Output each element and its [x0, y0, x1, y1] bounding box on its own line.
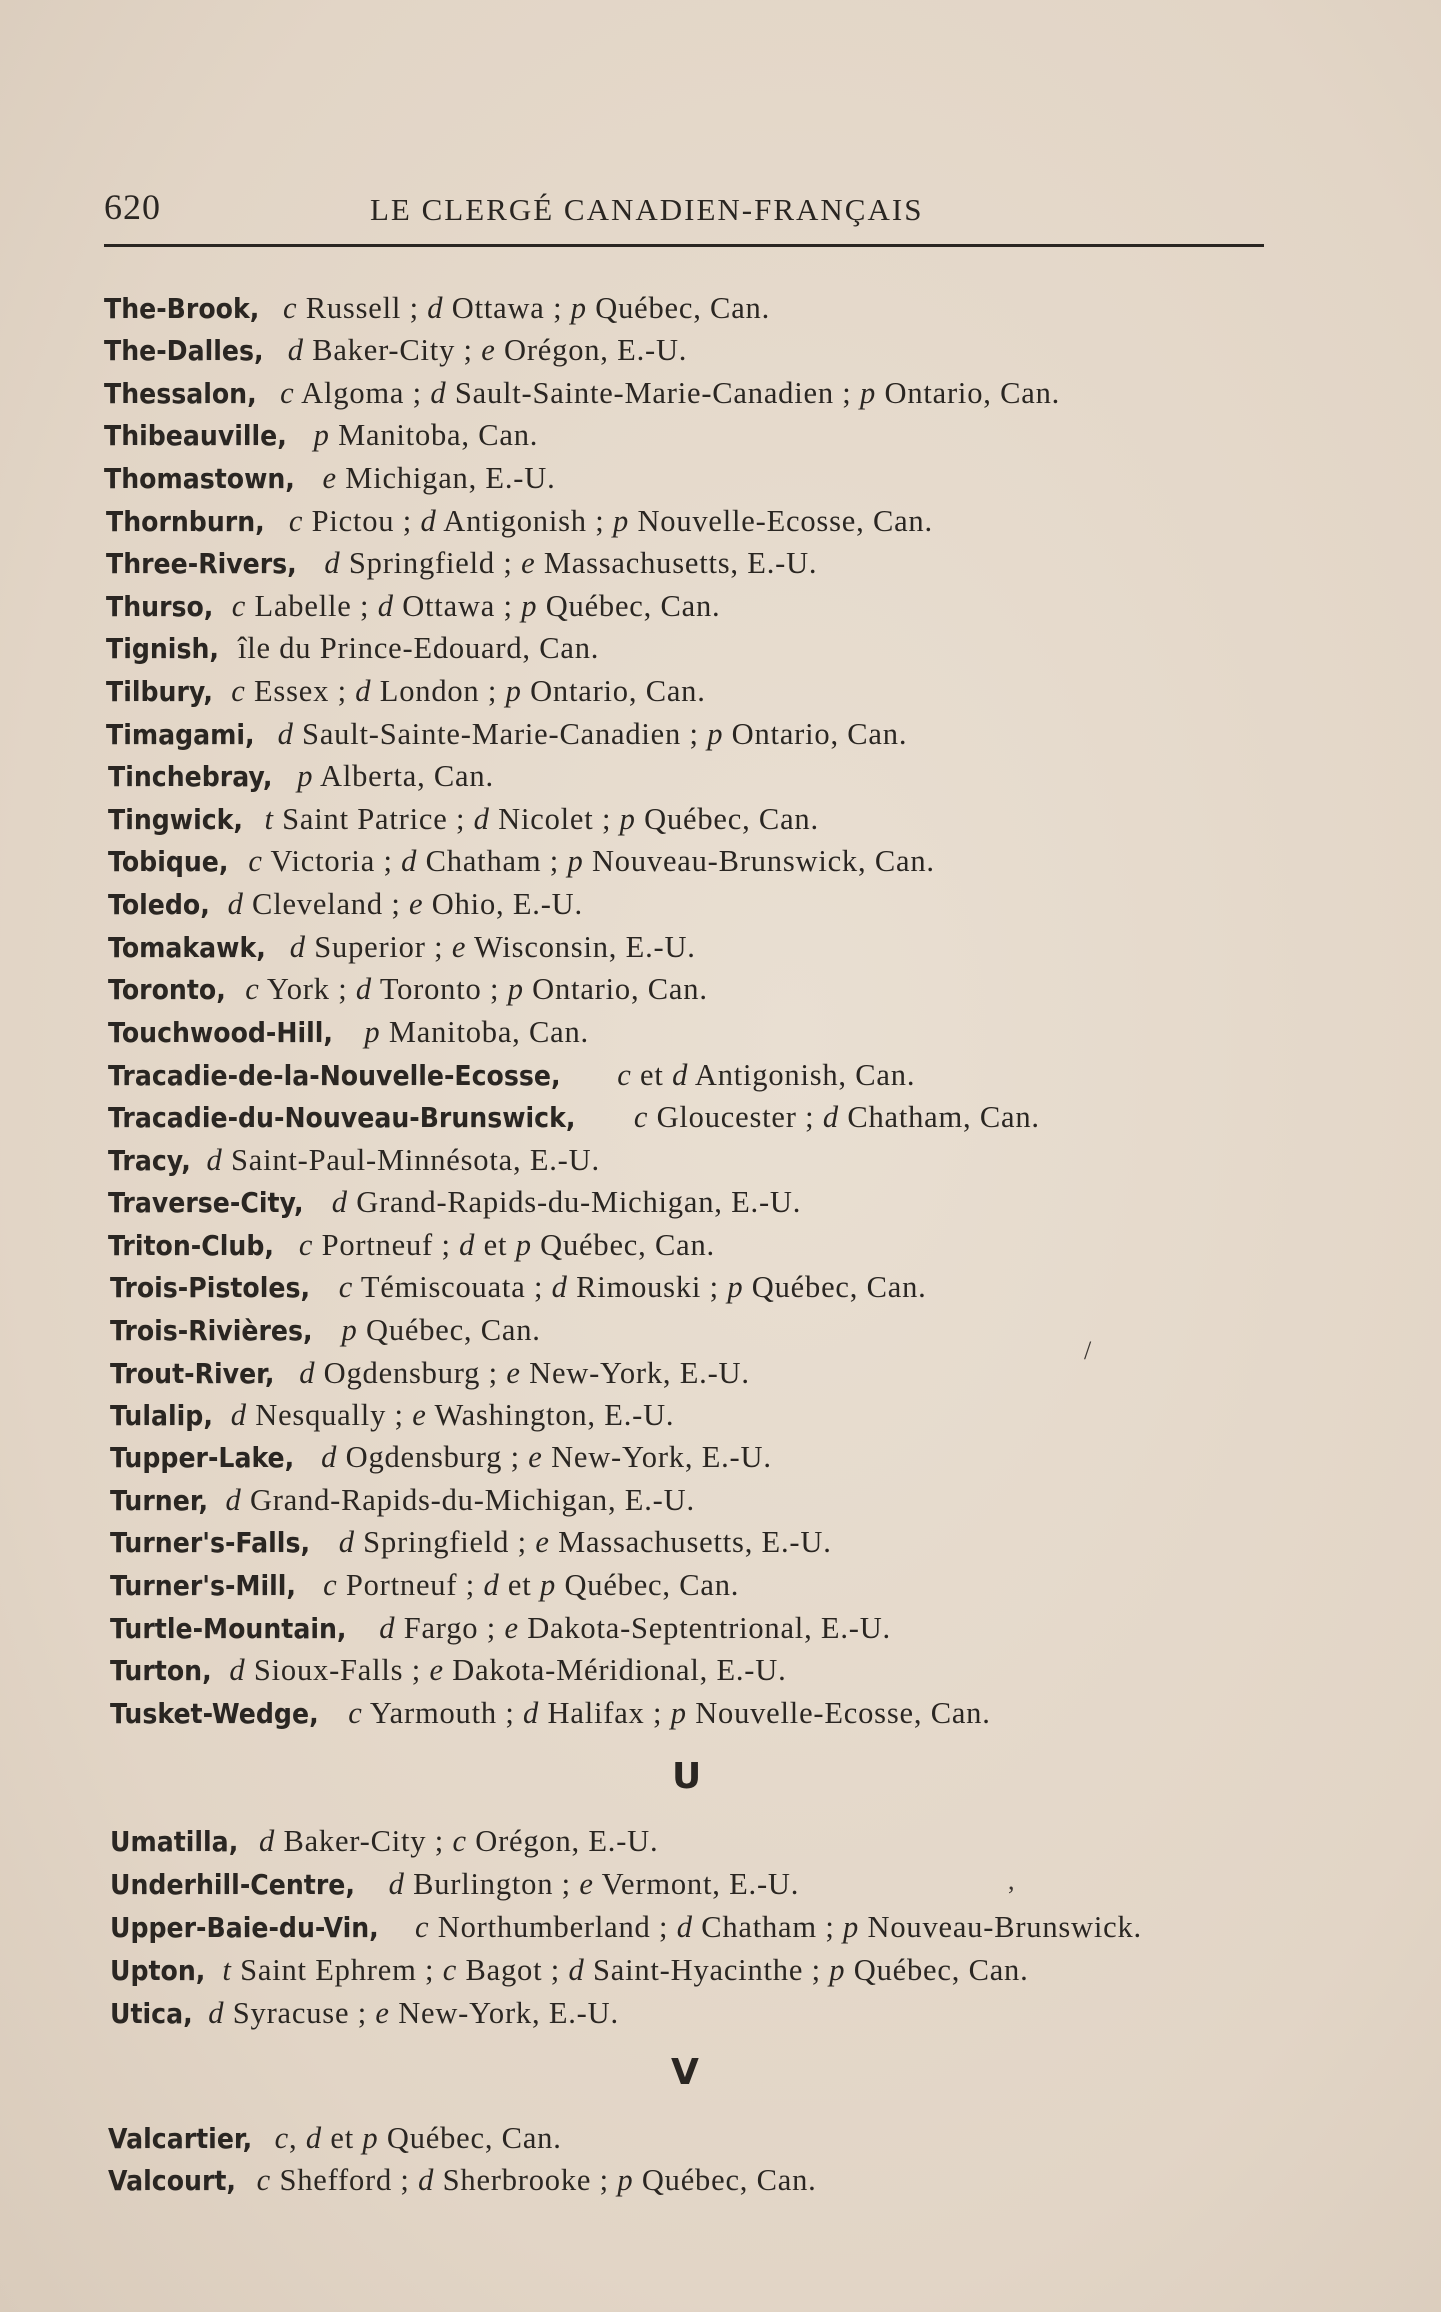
place-details: d Grand-Rapids-du-Michigan, E.-U.: [331, 1185, 802, 1219]
place-details: d Superior ; e Wisconsin, E.-U.: [289, 930, 696, 964]
place-details: île du Prince-Edouard, Can.: [229, 631, 600, 665]
place-name: Turner's-Falls,: [110, 1526, 311, 1559]
gazetteer-entry: [108, 2118, 562, 2159]
place-name: Three-Rivers,: [106, 547, 297, 580]
page-number: 620: [104, 187, 161, 227]
stray-mark: ,: [1008, 1866, 1015, 1895]
gazetteer-entry: [108, 927, 696, 968]
gazetteer-entry: [106, 586, 720, 627]
header-rule: [104, 244, 1264, 247]
place-details: c Russell ; d Ottawa ; p Québec, Can.: [282, 291, 771, 325]
place-details: d Springfield ; e Massachusetts, E.-U.: [338, 1525, 832, 1559]
place-name: Turton,: [110, 1654, 212, 1687]
gazetteer-entry: [108, 841, 935, 882]
place-details: c Portneuf ; d et p Québec, Can.: [323, 1568, 740, 1602]
place-details: c Portneuf ; d et p Québec, Can.: [298, 1228, 715, 1262]
place-name: Underhill-Centre,: [110, 1868, 355, 1901]
gazetteer-entry: [106, 543, 817, 584]
place-details: d Sioux-Falls ; e Dakota-Méridional, E.-U.: [229, 1653, 787, 1687]
place-name: Thomastown,: [104, 462, 295, 495]
place-details: c York ; d Toronto ; p Ontario, Can.: [245, 972, 708, 1006]
gazetteer-entry: [106, 628, 599, 669]
place-name: Thessalon,: [104, 377, 257, 410]
place-name: Upton,: [110, 1954, 206, 1987]
place-details: d Grand-Rapids-du-Michigan, E.-U.: [225, 1483, 695, 1517]
gazetteer-entry: [106, 501, 933, 542]
place-name: Thornburn,: [106, 505, 265, 538]
place-name: Trois-Rivières,: [110, 1314, 313, 1347]
gazetteer-entry: [104, 373, 1060, 414]
place-details: d Baker-City ; e Orégon, E.-U.: [287, 333, 688, 367]
place-name: Tulalip,: [110, 1399, 213, 1432]
place-details: c Témiscouata ; d Rimouski ; p Québec, Can.: [338, 1270, 927, 1304]
place-details: d Burlington ; e Vermont, E.-U.: [388, 1867, 800, 1901]
place-name: Tomakawk,: [108, 931, 266, 964]
gazetteer-entry: [110, 1310, 541, 1351]
gazetteer-entry: [108, 969, 708, 1010]
place-details: d Springfield ; e Massachusetts, E.-U.: [324, 546, 818, 580]
place-name: Tracadie-du-Nouveau-Brunswick,: [108, 1101, 576, 1134]
stray-mark: /: [1084, 1336, 1092, 1365]
gazetteer-entry: [108, 1182, 801, 1223]
place-name: Valcartier,: [108, 2122, 253, 2155]
gazetteer-entry: [110, 1650, 787, 1691]
place-name: Tracadie-de-la-Nouvelle-Ecosse,: [108, 1059, 561, 1092]
place-details: p Québec, Can.: [341, 1313, 541, 1347]
place-name: Trois-Pistoles,: [110, 1271, 311, 1304]
place-details: d Sault-Sainte-Marie-Canadien ; p Ontario, Can.: [277, 717, 908, 751]
gazetteer-entry: [110, 1993, 619, 2034]
place-details: c Algoma ; d Sault-Sainte-Marie-Canadien ; p Ontario, Can.: [280, 376, 1061, 410]
place-details: c et d Antigonish, Can.: [617, 1058, 916, 1092]
gazetteer-entry: [108, 799, 819, 840]
place-name: Tilbury,: [106, 675, 213, 708]
gazetteer-entry: [110, 1608, 891, 1649]
place-details: t Saint Ephrem ; c Bagot ; d Saint-Hyacinthe ; p Québec, Can.: [222, 1953, 1029, 1987]
place-name: Toledo,: [108, 888, 210, 921]
place-name: Traverse-City,: [108, 1186, 304, 1219]
place-details: c Northumberland ; d Chatham ; p Nouveau-Brunswick.: [415, 1910, 1142, 1944]
place-name: Upper-Baie-du-Vin,: [110, 1911, 379, 1944]
place-name: Tupper-Lake,: [110, 1441, 295, 1474]
gazetteer-entry: [108, 2160, 817, 2201]
place-name: Valcourt,: [108, 2164, 237, 2197]
place-name: The-Brook,: [104, 292, 260, 325]
place-details: d Ogdensburg ; e New-York, E.-U.: [321, 1440, 772, 1474]
gazetteer-entry: [110, 1395, 674, 1436]
place-details: p Manitoba, Can.: [313, 418, 539, 452]
place-details: d Ogdensburg ; e New-York, E.-U.: [299, 1356, 750, 1390]
place-name: Turner's-Mill,: [110, 1569, 296, 1602]
gazetteer-entry: [108, 1140, 600, 1181]
place-details: e Michigan, E.-U.: [322, 461, 556, 495]
gazetteer-entry: [110, 1950, 1029, 1991]
gazetteer-entry: [110, 1522, 832, 1563]
place-name: Thurso,: [106, 590, 214, 623]
place-details: c Victoria ; d Chatham ; p Nouveau-Brunswick, Can.: [248, 844, 935, 878]
place-name: Tignish,: [106, 632, 219, 665]
gazetteer-entry: [110, 1480, 695, 1521]
place-details: d Baker-City ; c Orégon, E.-U.: [258, 1824, 659, 1858]
place-name: Timagami,: [106, 718, 255, 751]
place-name: Tingwick,: [108, 803, 243, 836]
place-details: d Cleveland ; e Ohio, E.-U.: [227, 887, 583, 921]
place-name: Touchwood-Hill,: [108, 1016, 333, 1049]
place-details: t Saint Patrice ; d Nicolet ; p Québec, Can.: [264, 802, 819, 836]
section-letter-v: V: [671, 2052, 699, 2093]
gazetteer-entry: [110, 1864, 799, 1905]
gazetteer-entry: [110, 1821, 658, 1862]
page-header: [104, 186, 1264, 236]
gazetteer-entry: [104, 458, 556, 499]
place-name: Umatilla,: [110, 1825, 239, 1858]
gazetteer-entry: [108, 756, 494, 797]
place-name: The-Dalles,: [104, 334, 264, 367]
place-details: c Pictou ; d Antigonish ; p Nouvelle-Ecosse, Can.: [288, 504, 933, 538]
gazetteer-entry: [108, 1225, 715, 1266]
place-details: d Nesqually ; e Washington, E.-U.: [230, 1398, 675, 1432]
place-name: Triton-Club,: [108, 1229, 274, 1262]
gazetteer-entry: [108, 1012, 589, 1053]
place-name: Toronto,: [108, 973, 226, 1006]
place-name: Tracy,: [108, 1144, 191, 1177]
section-letter-u: U: [672, 1756, 702, 1797]
place-details: c Labelle ; d Ottawa ; p Québec, Can.: [231, 589, 721, 623]
gazetteer-entry: [110, 1907, 1142, 1948]
place-details: c, d et p Québec, Can.: [274, 2121, 562, 2155]
gazetteer-entry: [110, 1267, 927, 1308]
gazetteer-entry: [106, 671, 706, 712]
place-details: d Saint-Paul-Minnésota, E.-U.: [206, 1143, 600, 1177]
gazetteer-entry: [108, 1097, 1040, 1138]
place-name: Trout-River,: [110, 1357, 275, 1390]
gazetteer-entry: [108, 884, 583, 925]
place-name: Tinchebray,: [108, 760, 273, 793]
place-name: Tusket-Wedge,: [110, 1697, 319, 1730]
place-details: p Alberta, Can.: [297, 759, 494, 793]
place-name: Thibeauville,: [104, 419, 287, 452]
gazetteer-entry: [110, 1353, 750, 1394]
gazetteer-entry: [104, 415, 538, 456]
running-title: LE CLERGÉ CANADIEN-FRANÇAIS: [370, 192, 924, 227]
place-details: c Essex ; d London ; p Ontario, Can.: [231, 674, 706, 708]
place-name: Turtle-Mountain,: [110, 1612, 347, 1645]
place-details: p Manitoba, Can.: [364, 1015, 589, 1049]
place-details: c Gloucester ; d Chatham, Can.: [633, 1100, 1040, 1134]
gazetteer-entry: [110, 1437, 772, 1478]
gazetteer-entry: [110, 1693, 991, 1734]
gazetteer-entry: [108, 1055, 915, 1096]
place-details: d Syracuse ; e New-York, E.-U.: [208, 1996, 619, 2030]
place-name: Utica,: [110, 1997, 193, 2030]
place-details: c Yarmouth ; d Halifax ; p Nouvelle-Ecosse, Can.: [348, 1696, 991, 1730]
gazetteer-entry: [104, 330, 687, 371]
gazetteer-entry: [106, 714, 907, 755]
gazetteer-entry: [104, 288, 770, 329]
gazetteer-entry: [110, 1565, 739, 1606]
place-name: Turner,: [110, 1484, 209, 1517]
place-details: c Shefford ; d Sherbrooke ; p Québec, Can.: [256, 2163, 817, 2197]
place-name: Tobique,: [108, 845, 229, 878]
place-details: d Fargo ; e Dakota-Septentrional, E.-U.: [379, 1611, 891, 1645]
